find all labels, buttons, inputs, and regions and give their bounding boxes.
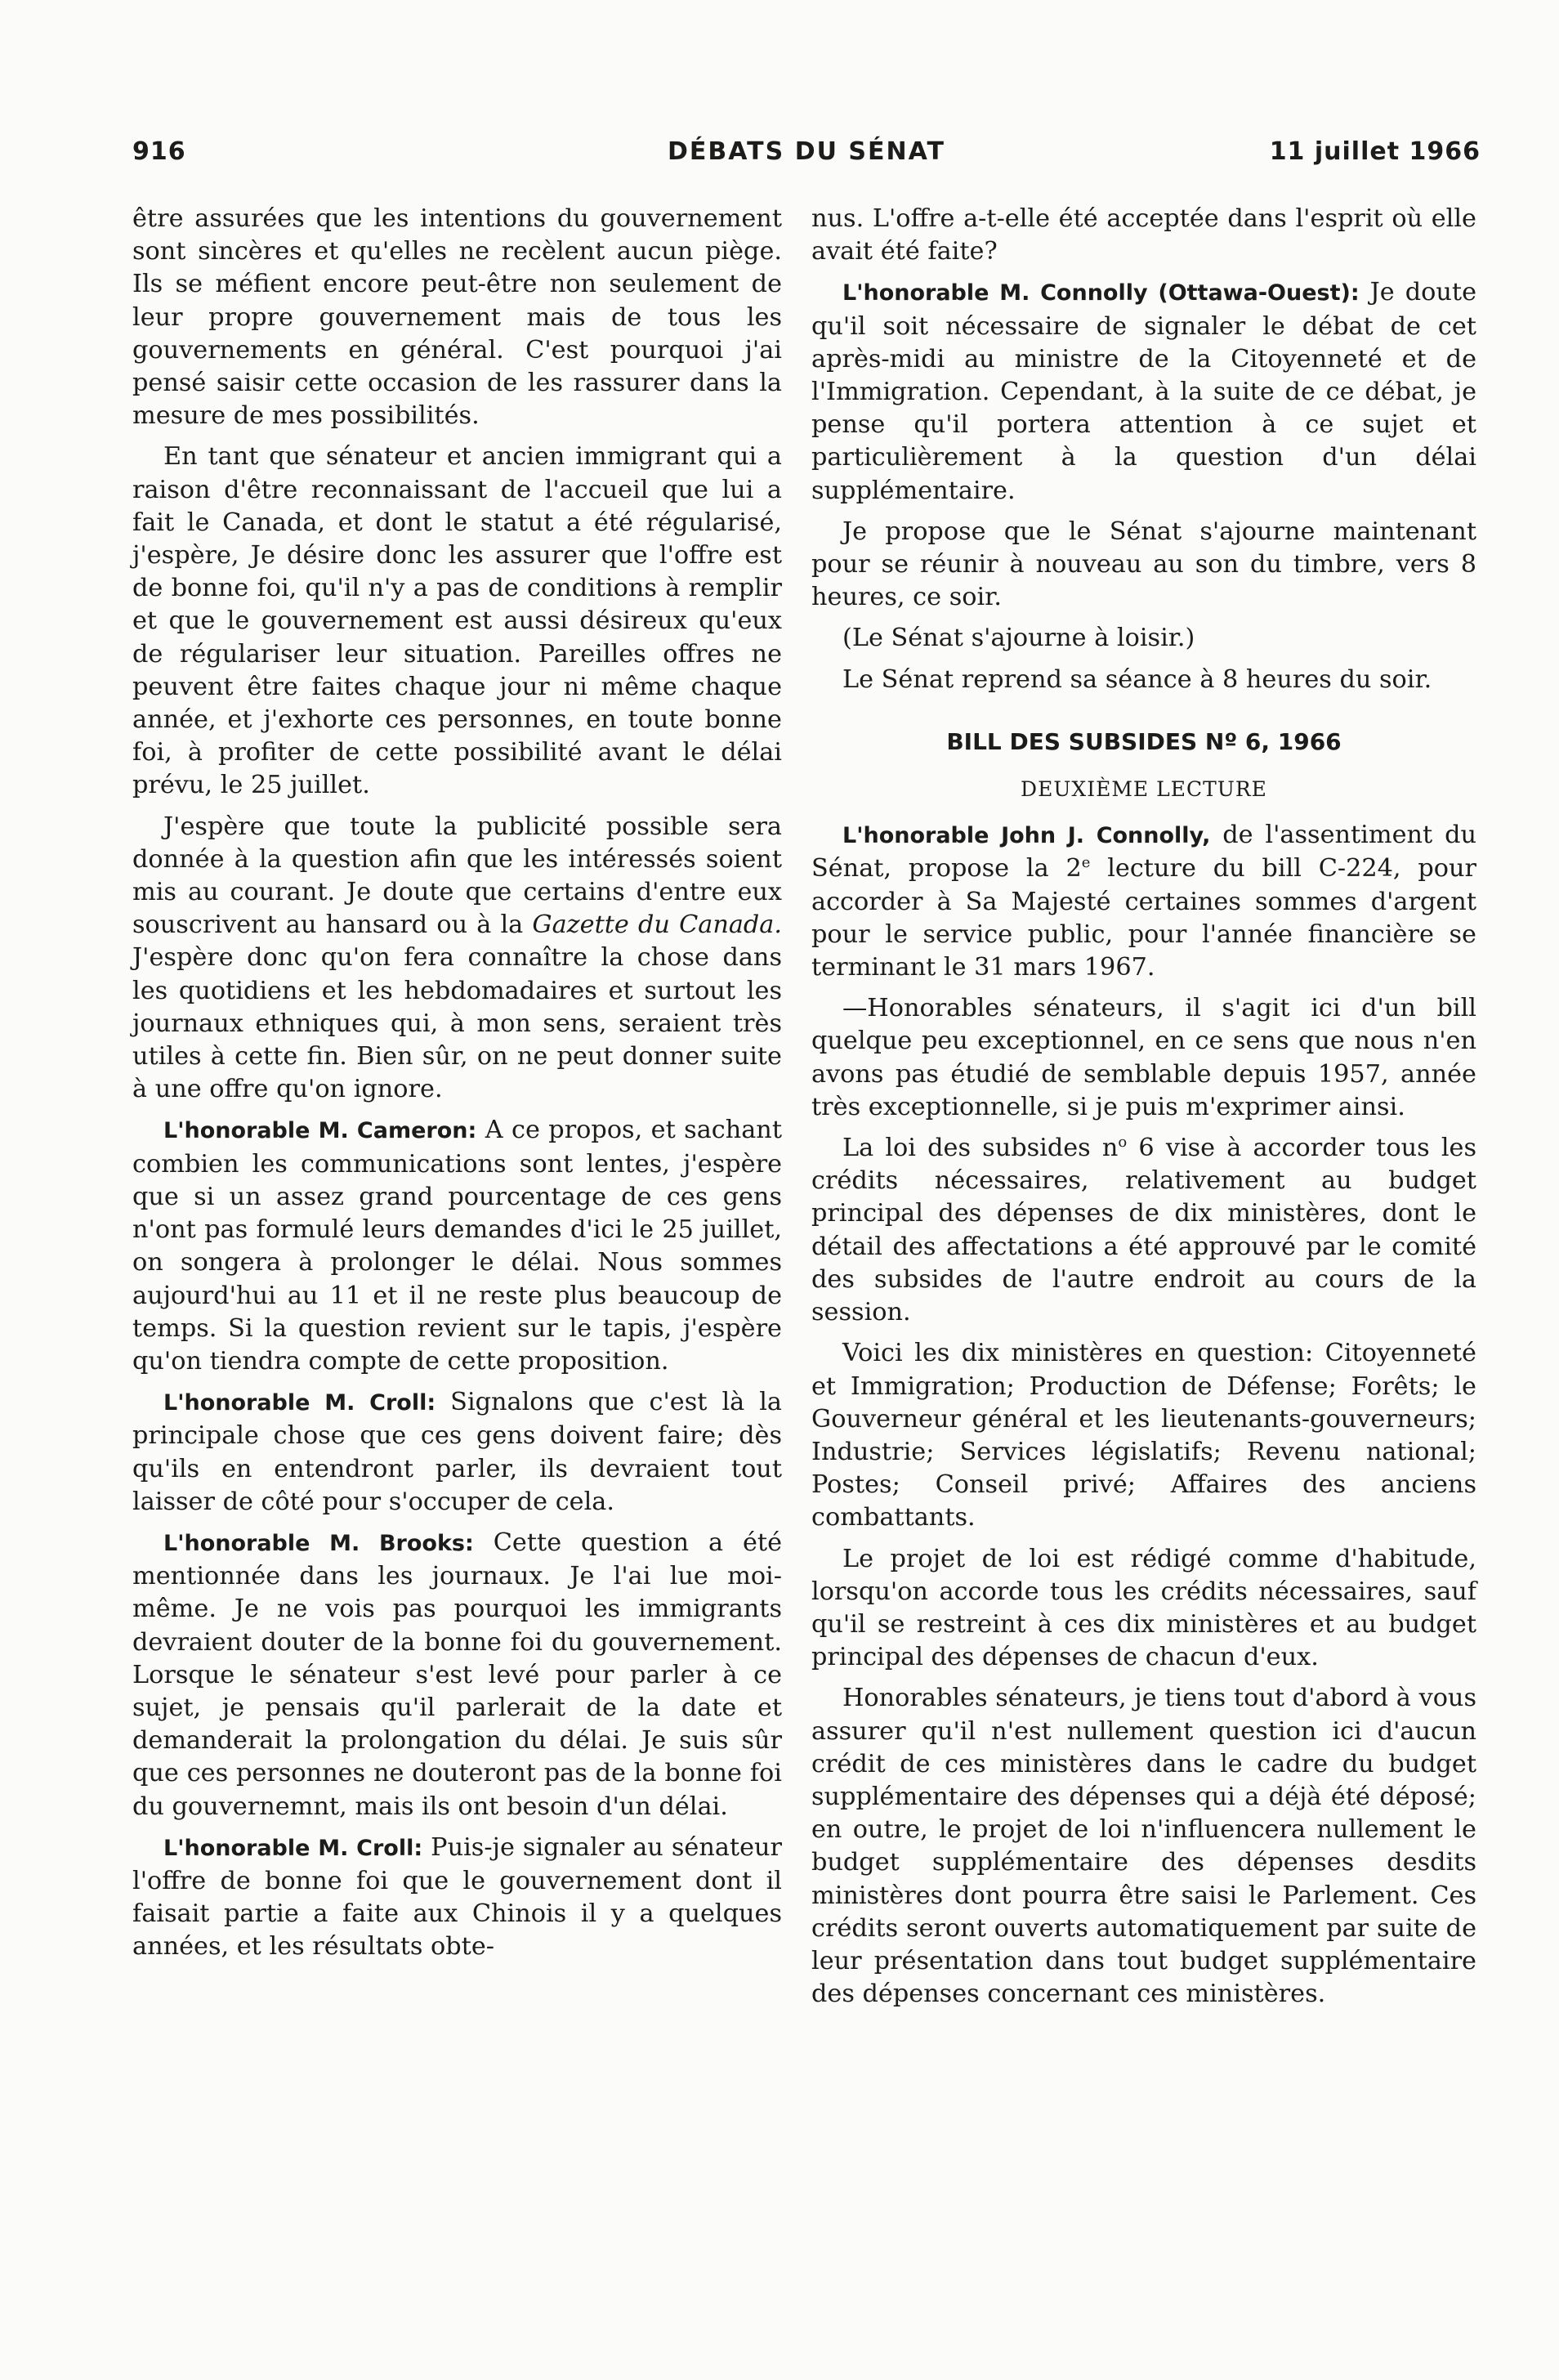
speech-croll: L'honorable M. Croll: Puis-je signaler au sénateur l'offre de bonne foi que le gouvernement dont il faisait partie a faite aux Chinois il y a quelques années, et les résultats obte-	[132, 1832, 782, 1962]
speech-brooks: L'honorable M. Brooks: Cette question a été mentionnée dans les journaux. Je l'ai lue moi-même. Je ne vois pas pourquoi les immigrants devraient douter de la bonne foi du gouvernement. Lorsque le sénateur s'est levé pour parler à ce sujet, je pensais qu'il parlerait de la date et demanderait la prolongation du délai. Je suis sûr que ces personnes ne douteront pas de la bonne foi du gouvernemnt, mais ils ont besoin d'un délai.	[132, 1528, 783, 1821]
left-column	[132, 203, 782, 1972]
speaker-name: L'honorable M. Croll:	[163, 1835, 423, 1861]
paragraph: nus. L'offre a-t-elle été acceptée dans l'esprit où elle avait été faite?	[811, 204, 1476, 266]
page-header	[132, 131, 1481, 172]
paragraph: Je propose que le Sénat s'ajourne maintenant pour se réunir à nouveau au son du timbre, vers 8 heures, ce soir.	[811, 517, 1476, 612]
right-column	[811, 203, 1476, 2019]
paragraph: Le projet de loi est rédigé comme d'habitude, lorsqu'on accorde tous les crédits nécessaires, sauf qu'il se restreint à ces dix ministères et au budget principal des dépenses de chacun d'eux.	[811, 1544, 1476, 1672]
paragraph: —Honorables sénateurs, il s'agit ici d'un bill quelque peu exceptionnel, en ce sens que nous n'en avons pas étudié de semblable depuis 1957, année très exceptionnelle, si je puis m'exprimer ainsi.	[811, 994, 1476, 1121]
speech-john-connolly: L'honorable John J. Connolly, de l'assentiment du Sénat, propose la 2e lecture du bill C-224, pour accorder à Sa Majesté certaines sommes d'argent pour le service public, pour l'année financière se terminant le 31 mars 1967.	[811, 821, 1477, 982]
page-number: 916	[132, 137, 186, 166]
speech-croll: L'honorable M. Croll: Signalons que c'est là la principale chose que ces gens doivent faire; dès qu'ils en entendront parler, ils devraient tout laisser de côté pour s'occuper de cela.	[132, 1388, 782, 1516]
speaker-name: L'honorable M. Brooks:	[163, 1530, 474, 1556]
speaker-name: L'honorable M. Croll:	[163, 1390, 436, 1416]
speaker-name: L'honorable John J. Connolly,	[842, 823, 1211, 849]
publication-reference: Gazette du Canada.	[532, 910, 782, 940]
speaker-name: L'honorable M. Cameron:	[163, 1118, 477, 1144]
section-heading: BILL DES SUBSIDES Nº 6, 1966	[946, 727, 1342, 755]
speaker-name: L'honorable M. Connolly (Ottawa-Ouest):	[842, 280, 1360, 306]
paragraph: Voici les dix ministères en question: Citoyenneté et Immigration; Production de Défense; Forêts; le Gouverneur général et les lieutenants-gouverneurs; Industrie; Services législatifs; Revenu national; Postes; Conseil privé; Affaires des anciens combattants.	[811, 1339, 1476, 1532]
page-date: 11 juillet 1966	[1269, 137, 1481, 166]
procedural-note: (Le Sénat s'ajourne à loisir.)	[842, 624, 1195, 653]
paragraph: J'espère que toute la publicité possible sera donnée à la question afin que les intéressés soient mis au courant. Je doute que certains d'entre eux souscrivent au hansard ou à la Gazette du Canada. J'espère donc qu'on fera connaître la chose dans les quotidiens et les hebdomadaires et surtout les journaux ethniques qui, à mon sens, seraient très utiles à cette fin. Bien sûr, on ne peut donner suite à une offre qu'on ignore.	[132, 812, 782, 1104]
speech-cameron: L'honorable M. Cameron: A ce propos, et sachant combien les communications sont lentes, j'espère que si un assez grand pourcentage de ces gens n'ont pas formulé leurs demandes d'ici le 25 juillet, on songera à prolonger le délai. Nous sommes aujourd'hui au 11 et il ne reste plus beaucoup de temps. Si la question revient sur le tapis, j'espère qu'on tiendra compte de cette proposition.	[132, 1116, 782, 1376]
paragraph: En tant que sénateur et ancien immigrant qui a raison d'être reconnaissant de l'accueil que lui a fait le Canada, et dont le statut a été régularisé, j'espère, Je désire donc les assurer que l'offre est de bonne foi, qu'il n'y a pas de conditions à remplir et que le gouvernement est aussi désireux qu'eux de régulariser leur situation. Pareilles offres ne peuvent être faites chaque jour ni même chaque année, et j'exhorte ces personnes, en toute bonne foi, à profiter de cette possibilité avant le délai prévu, le 25 juillet.	[132, 442, 782, 800]
publication-title: DÉBATS DU SÉNAT	[668, 137, 945, 166]
paragraph: Le Sénat reprend sa séance à 8 heures du soir.	[842, 664, 1432, 694]
paragraph: être assurées que les intentions du gouvernement sont sincères et qu'elles ne recèlent aucun piège. Ils se méfient encore peut-être non seulement de leur propre gouvernement mais de tous les gouvernements en général. C'est pourquoi j'ai pensé saisir cette occasion de les rassurer dans la mesure de mes possibilités.	[132, 204, 782, 431]
speech-connolly: L'honorable M. Connolly (Ottawa-Ouest): Je doute qu'il soit nécessaire de signaler le débat de cet après-midi au ministre de la Citoyenneté et de l'Immigration. Cependant, à la suite de ce débat, je pense qu'il portera attention à ce sujet et particulièrement à la question d'un délai supplémentaire.	[811, 278, 1476, 505]
paragraph: La loi des subsides $n^o$ 6 vise à accorder tous les crédits nécessaires, relativement au budget principal des dépenses de dix ministères, dont le détail des affectations a été approuvé par le comité des subsides de l'autre endroit au cours de la session.	[811, 1133, 1476, 1327]
paragraph: Honorables sénateurs, je tiens tout d'abord à vous assurer qu'il n'est nullement question ici d'aucun crédit de ces ministères dans le cadre du budget supplémentaire des dépenses qui a déjà été déposé; en outre, le projet de loi n'influencera nullement le budget supplémentaire des dépenses desdits ministères dont pourra être saisi le Parlement. Ces crédits seront ouverts automatiquement par suite de leur présentation dans tout budget supplémentaire des dépenses concernant ces ministères.	[811, 1684, 1476, 2009]
section-subheading: DEUXIÈME LECTURE	[1021, 777, 1267, 802]
